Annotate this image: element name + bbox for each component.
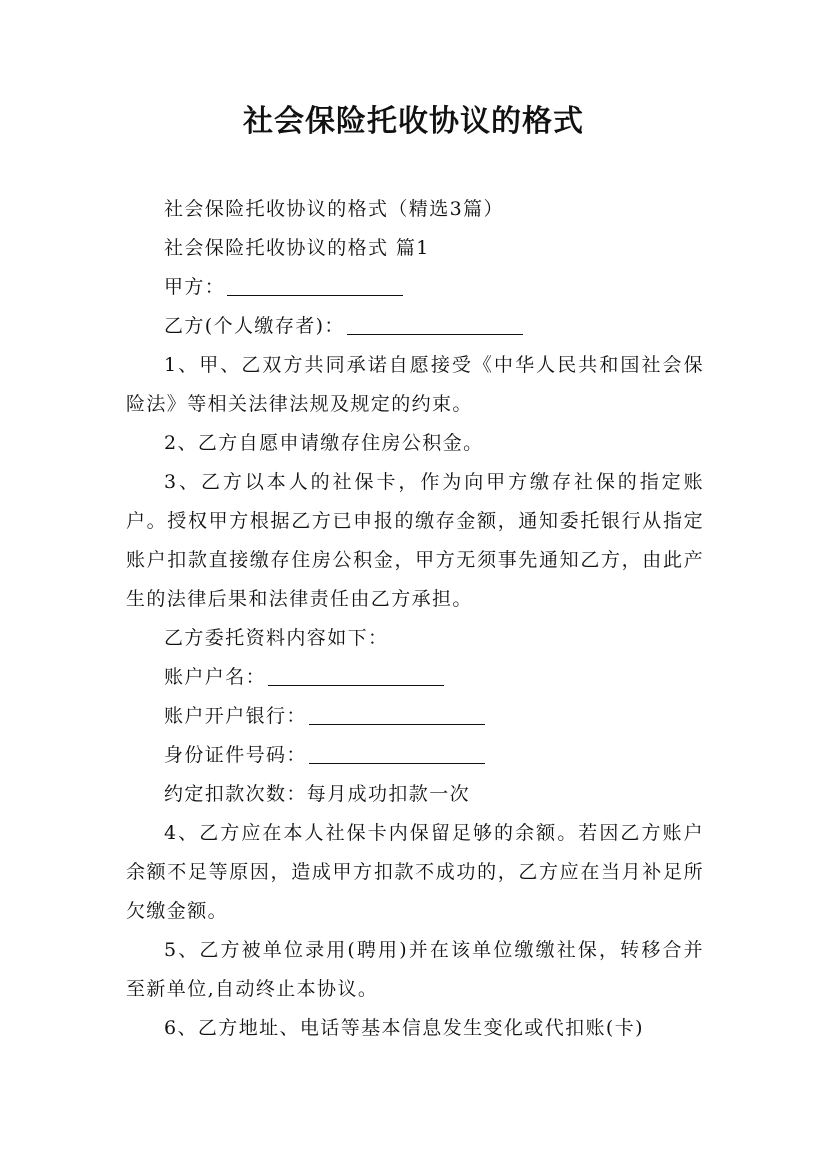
document-body xyxy=(126,190,704,1048)
subtitle-text: 社会保险托收协议的格式（精选3篇） xyxy=(164,198,504,220)
party-b-line xyxy=(126,307,704,346)
clause-3-paragraph xyxy=(126,463,704,619)
party-a-line xyxy=(126,268,704,307)
clause-1-paragraph xyxy=(126,346,704,424)
account-name-blank xyxy=(268,665,444,686)
deduction-times-text: 约定扣款次数：每月成功扣款一次 xyxy=(164,783,471,805)
entrust-intro-paragraph xyxy=(126,619,704,658)
account-bank-line xyxy=(126,697,704,736)
clause-6-paragraph xyxy=(126,1009,704,1048)
clause-2-text: 2、乙方自愿申请缴存住房公积金。 xyxy=(164,432,484,454)
party-b-label: 乙方(个人缴存者)： xyxy=(164,315,345,337)
party-b-blank xyxy=(347,314,523,335)
party-a-label: 甲方： xyxy=(164,276,226,298)
account-bank-label: 账户开户银行： xyxy=(164,705,307,727)
clause-2-paragraph xyxy=(126,424,704,463)
party-a-blank xyxy=(227,275,403,296)
clause-5-text: 5、乙方被单位录用(聘用)并在该单位缴缴社保，转移合并至新单位,自动终止本协议。 xyxy=(126,939,704,1000)
id-number-line xyxy=(126,736,704,775)
clause-4-text: 4、乙方应在本人社保卡内保留足够的余额。若因乙方账户余额不足等原因，造成甲方扣款不成功的，乙方应在当月补足所欠缴金额。 xyxy=(126,822,704,922)
clause-1-text: 1、甲、乙双方共同承诺自愿接受《中华人民共和国社会保险法》等相关法律法规及规定的约束。 xyxy=(126,354,704,415)
document-title: 社会保险托收协议的格式 xyxy=(243,104,584,139)
section-heading-text: 社会保险托收协议的格式 篇1 xyxy=(164,237,430,259)
id-number-label: 身份证件号码： xyxy=(164,744,307,766)
clause-3-text: 3、乙方以本人的社保卡，作为向甲方缴存社保的指定账户。授权甲方根据乙方已申报的缴存金额，通知委托银行从指定账户扣款直接缴存住房公积金，甲方无须事先通知乙方，由此产生的法律后果和法律责任由乙方承担。 xyxy=(126,471,704,610)
account-bank-blank xyxy=(309,704,485,725)
clause-4-paragraph xyxy=(126,814,704,931)
section-heading xyxy=(126,229,704,268)
clause-6-text: 6、乙方地址、电话等基本信息发生变化或代扣账(卡) xyxy=(164,1017,644,1039)
account-name-line xyxy=(126,658,704,697)
subtitle-paragraph xyxy=(126,190,704,229)
entrust-intro-text: 乙方委托资料内容如下： xyxy=(164,627,389,649)
account-name-label: 账户户名： xyxy=(164,666,267,688)
deduction-times-line xyxy=(126,775,704,814)
id-number-blank xyxy=(309,743,485,764)
clause-5-paragraph xyxy=(126,931,704,1009)
